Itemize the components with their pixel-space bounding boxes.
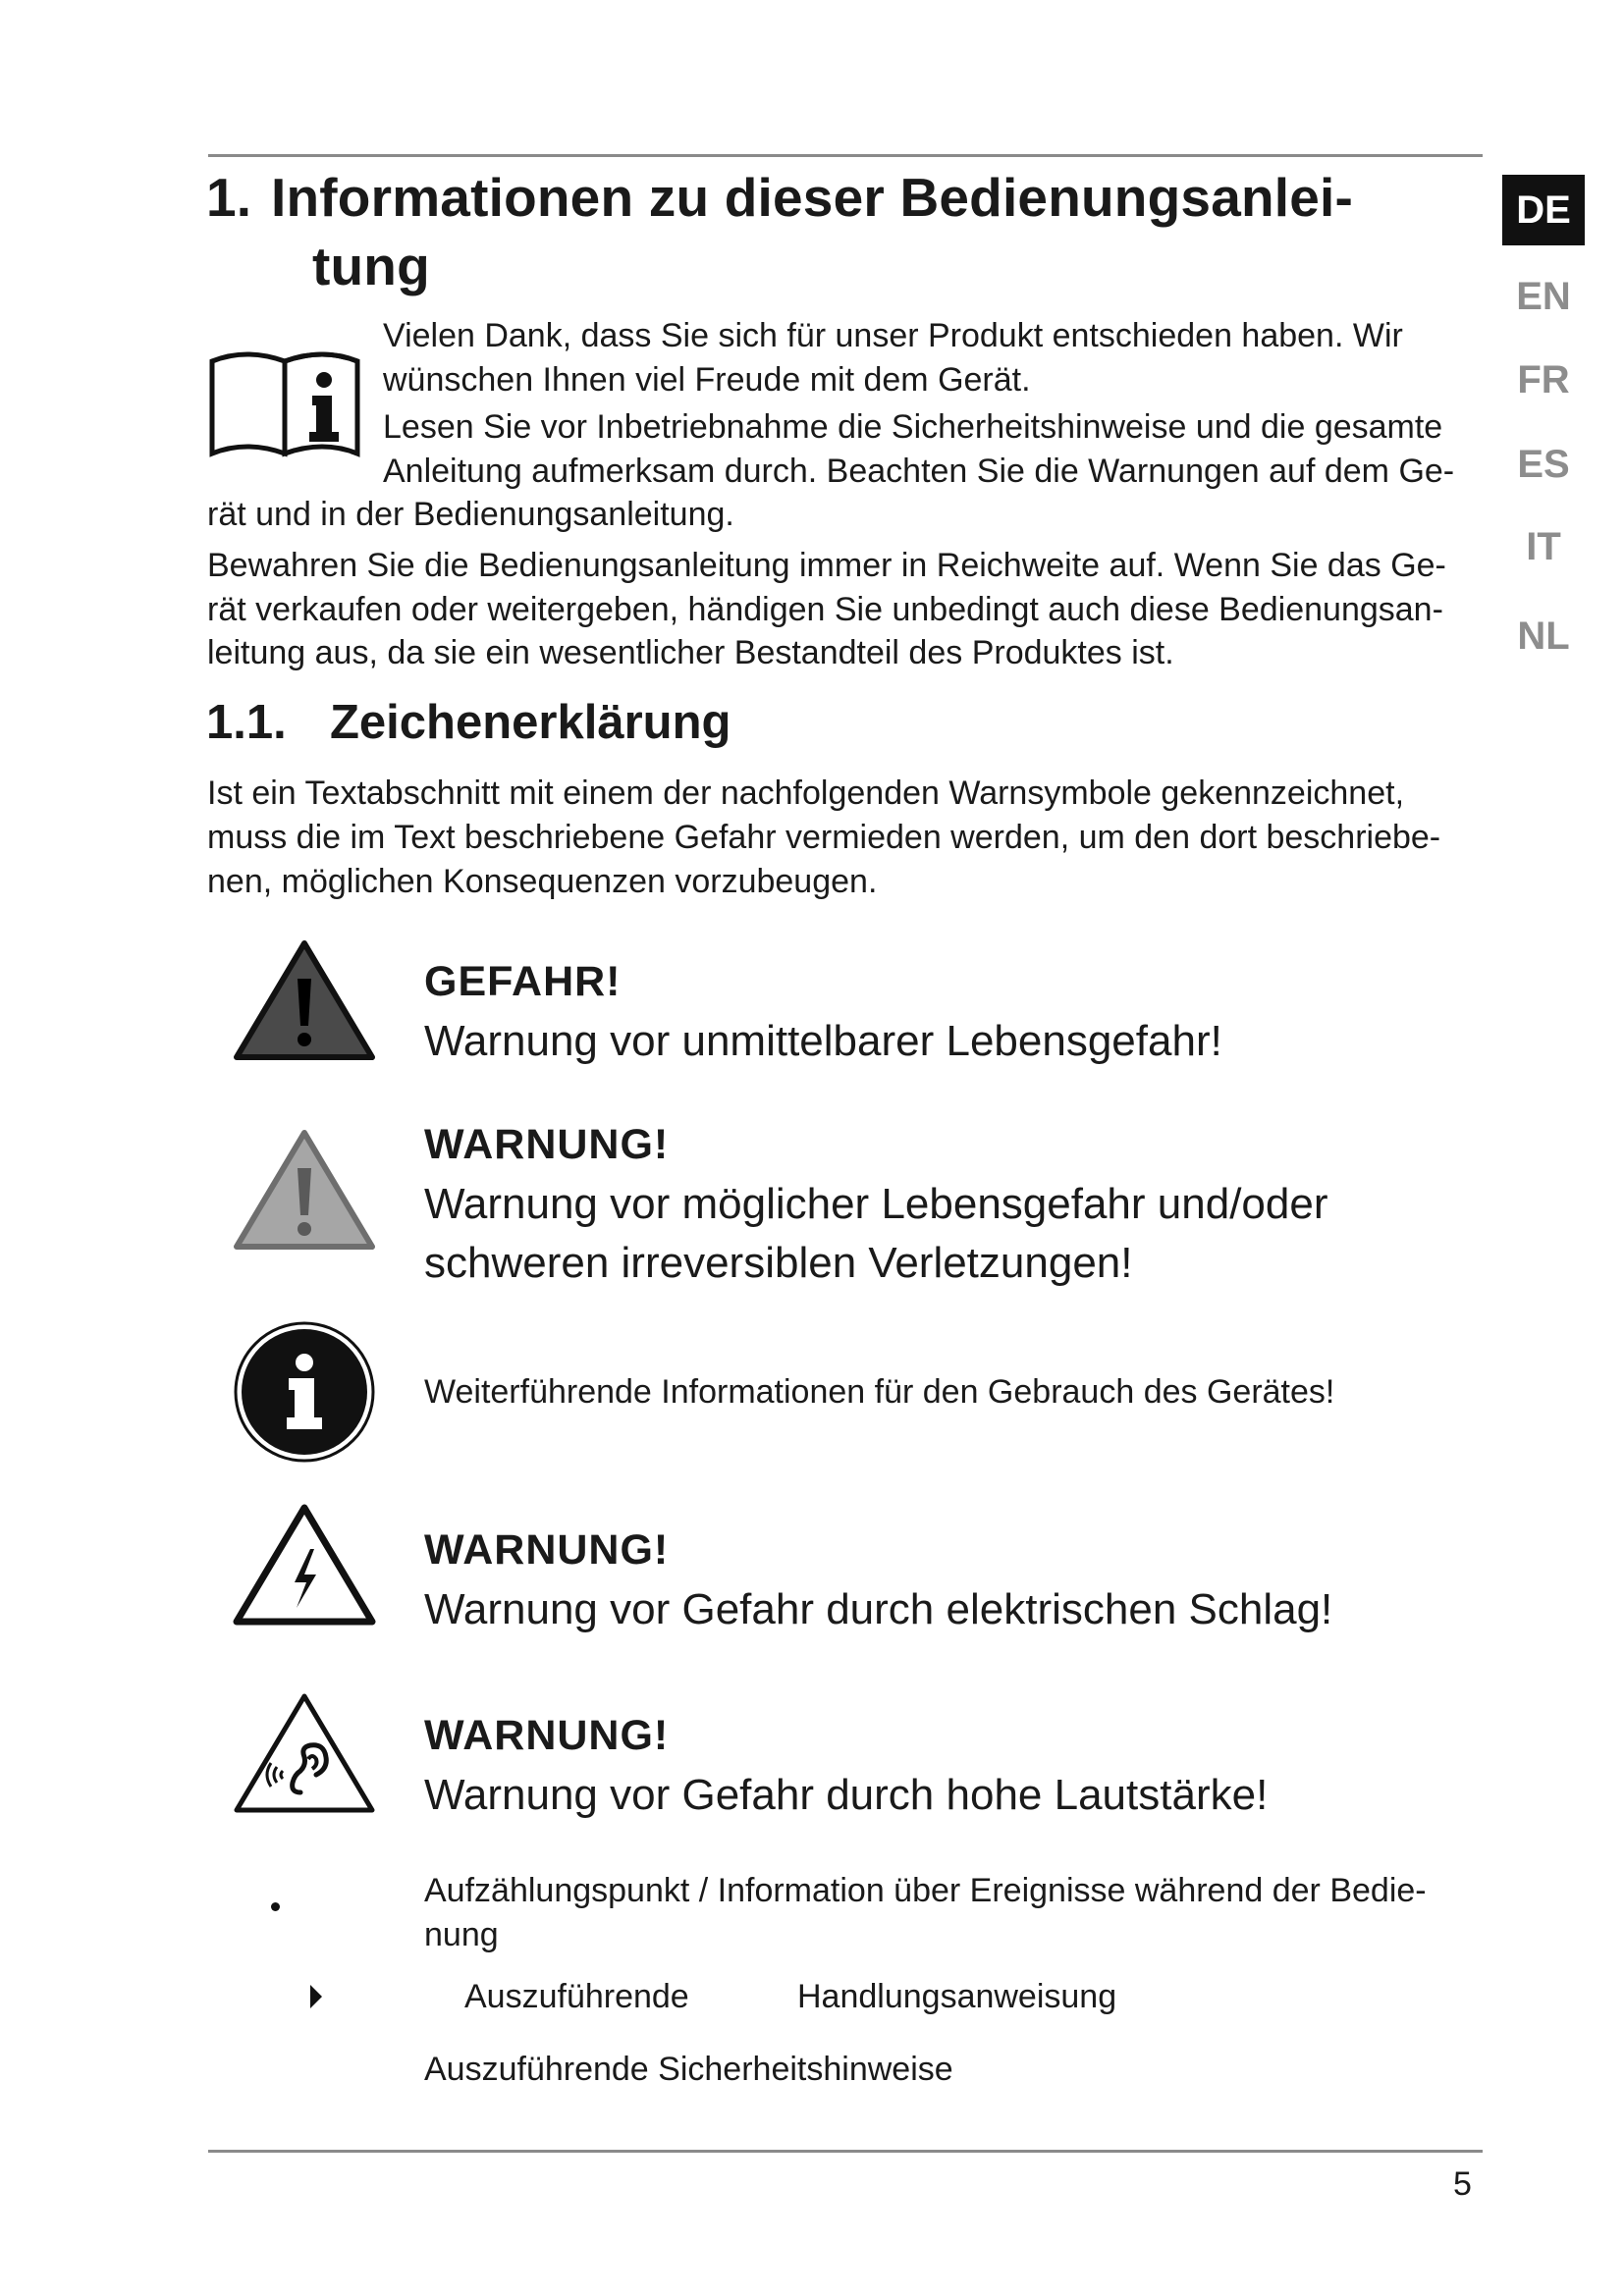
hearing-damage-icon: [232, 1690, 377, 1818]
warning-triangle-icon: [232, 1127, 377, 1255]
intro-line-4: Anleitung aufmerksam durch. Beachten Sie die Warnungen auf dem Ge-: [383, 453, 1455, 490]
warning-description-line-1: Warnung vor möglicher Lebensgefahr und/oder: [424, 1180, 1328, 1228]
danger-triangle-icon: [232, 937, 377, 1065]
volume-warning-description: Warnung vor Gefahr durch hohe Lautstärke!: [424, 1771, 1269, 1819]
heading-number: 1.: [206, 167, 252, 228]
info-circle-icon: [232, 1319, 377, 1465]
danger-title: GEFAHR!: [424, 958, 622, 1005]
legend-intro-line-2: muss die im Text beschriebene Gefahr vermieden werden, um den dort beschriebe-: [207, 819, 1441, 856]
lang-tab-en[interactable]: EN: [1516, 275, 1571, 318]
lang-tab-fr[interactable]: FR: [1517, 358, 1570, 401]
lang-tab-es[interactable]: ES: [1517, 443, 1570, 486]
page-heading: [206, 163, 1414, 300]
safety-instructions: Auszuführende Sicherheitshinweise: [424, 2051, 953, 2088]
legend-intro-line-1: Ist ein Textabschnitt mit einem der nachfolgenden Warnsymbole gekennzeichnet,: [207, 774, 1405, 812]
action-word-2: Handlungsanweisung: [797, 1978, 1117, 2015]
electric-warning-title: WARNUNG!: [424, 1526, 670, 1574]
section-number: 1.1.: [206, 696, 287, 749]
electric-shock-icon: [232, 1502, 377, 1629]
heading-line-1: Informationen zu dieser Bedienungsanlei-: [271, 167, 1354, 228]
section-heading: [206, 692, 731, 753]
intro-line-3: Lesen Sie vor Inbetriebnahme die Sicherheitshinweise und die gesamte: [383, 408, 1443, 446]
heading-line-2: tung: [312, 236, 430, 296]
volume-warning-title: WARNUNG!: [424, 1712, 670, 1759]
manual-info-icon: [207, 344, 362, 459]
info-description: Weiterführende Informationen für den Gebrauch des Gerätes!: [424, 1373, 1335, 1411]
lang-tab-de[interactable]: DE: [1502, 175, 1585, 245]
action-word-1: Auszuführende: [464, 1978, 689, 2015]
lang-tab-nl[interactable]: NL: [1517, 614, 1570, 658]
warning-description-line-2: schweren irreversiblen Verletzungen!: [424, 1239, 1133, 1287]
warning-title: WARNUNG!: [424, 1121, 670, 1168]
page-number: 5: [1453, 2165, 1472, 2203]
keep-manual-line-3: leitung aus, da sie ein wesentlicher Bestandteil des Produktes ist.: [207, 634, 1174, 671]
danger-description: Warnung vor unmittelbarer Lebensgefahr!: [424, 1017, 1222, 1065]
electric-warning-description: Warnung vor Gefahr durch elektrischen Schlag!: [424, 1585, 1333, 1633]
intro-line-1: Vielen Dank, dass Sie sich für unser Produkt entschieden haben. Wir: [383, 317, 1403, 354]
legend-intro-line-3: nen, möglichen Konsequenzen vorzubeugen.: [207, 863, 878, 900]
keep-manual-line-1: Bewahren Sie die Bedienungsanleitung immer in Reichweite auf. Wenn Sie das Ge-: [207, 547, 1446, 584]
intro-line-5: rät und in der Bedienungsanleitung.: [207, 496, 734, 533]
lang-tab-it[interactable]: IT: [1526, 525, 1561, 568]
intro-line-2: wünschen Ihnen viel Freude mit dem Gerät.: [383, 361, 1031, 399]
top-rule: [208, 154, 1483, 157]
bullet-description-line-1: Aufzählungspunkt / Information über Ereignisse während der Bedie-: [424, 1872, 1427, 1909]
section-title: Zeichenerklärung: [330, 696, 731, 749]
bullet-description-line-2: nung: [424, 1916, 499, 1953]
action-arrow-icon: [310, 1985, 322, 2008]
keep-manual-line-2: rät verkaufen oder weitergeben, händigen Sie unbedingt auch diese Bedienungsan-: [207, 591, 1443, 628]
bottom-rule: [208, 2150, 1483, 2153]
bullet-point-icon: [271, 1902, 280, 1911]
